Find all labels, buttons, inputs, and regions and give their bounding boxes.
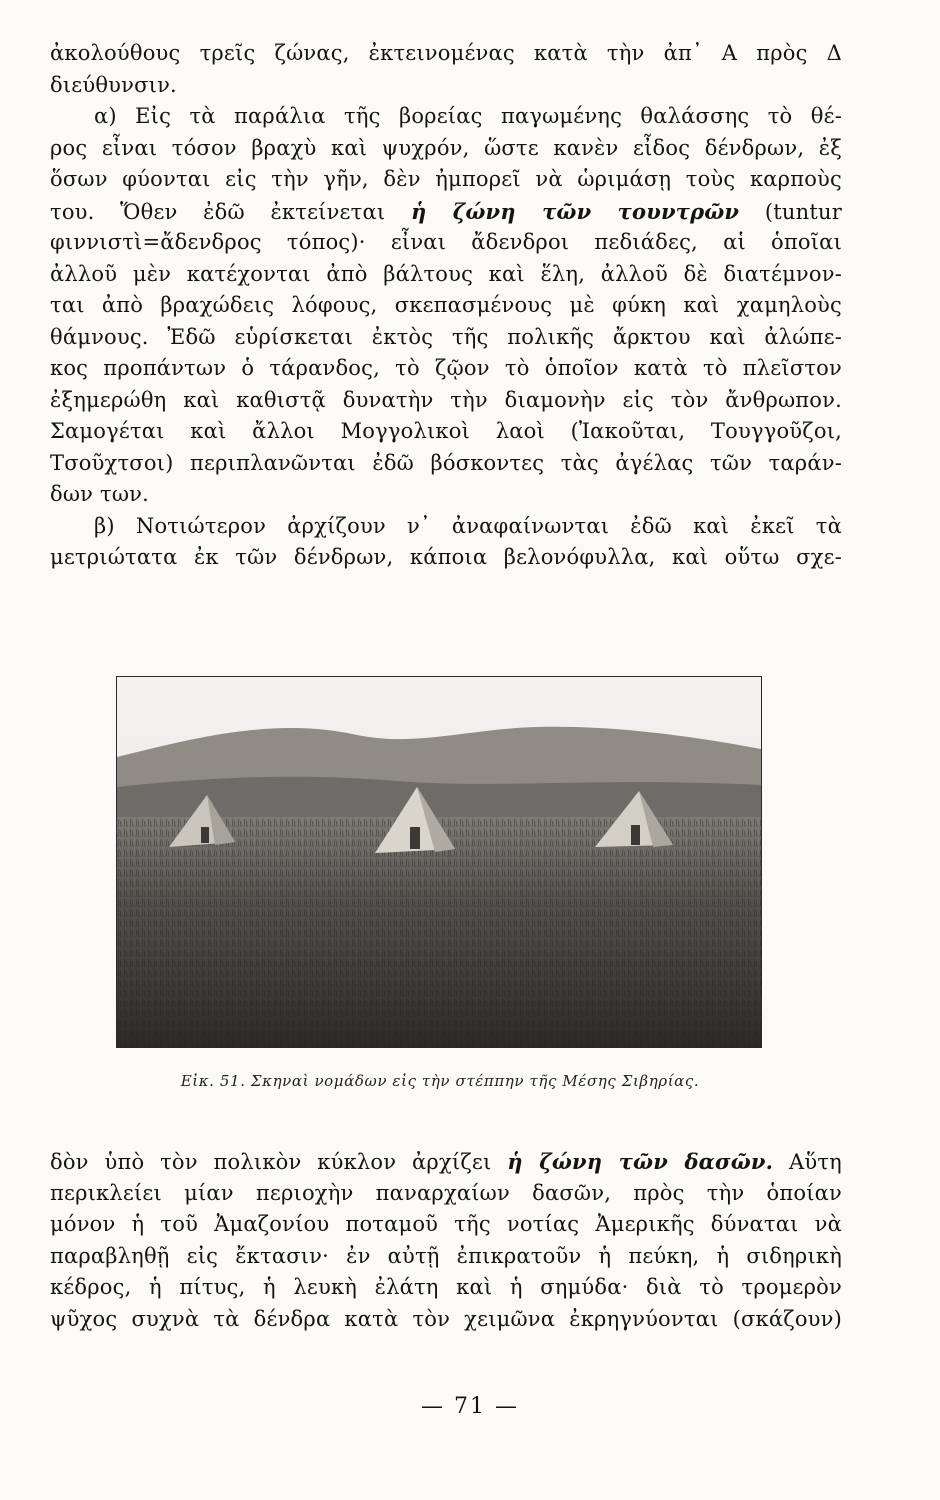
paragraph-top xyxy=(50,38,842,574)
paragraph-bottom xyxy=(50,1146,842,1335)
text-line: ἀλλοῦ μὲν κατέχονται ἀπὸ βάλτους καὶ ἕλη, ἀλλοῦ δὲ διατέμνον- xyxy=(50,261,842,286)
text-fragment: Αὕτη xyxy=(789,1150,842,1174)
text-line: β) Νοτιώτερον ἀρχίζουν ν᾽ ἀναφαίνωνται ἐδῶ καὶ ἐκεῖ τὰ xyxy=(94,513,842,538)
steppe-tents-photo xyxy=(117,677,761,1047)
text-line: μετριώτατα ἐκ τῶν δένδρων, κάποια βελονόφυλλα, καὶ οὕτω σχε- xyxy=(50,545,842,569)
text-line: δων των. xyxy=(50,482,149,506)
text-line: Σαμογέται καὶ ἄλλοι Μογγολικοὶ λαοὶ (Ἰακοῦται, Τουγγοῦζοι, xyxy=(50,419,842,443)
text-fragment: του. Ὅθεν ἐδῶ ἐκτείνεται xyxy=(50,199,386,224)
text-line: ἐξημερώθη καὶ καθιστᾷ δυνατὴν τὴν διαμονὴν εἰς τὸν ἄνθρωπον. xyxy=(50,387,842,412)
text-line: ὅσων φύονται εἰς τὴν γῆν, δὲν ἠμπορεῖ νὰ ὡριμάσῃ τοὺς καρποὺς xyxy=(50,167,842,191)
figure-caption: Εἰκ. 51. Σκηναὶ νομάδων εἰς τὴν στέππην τῆς Μέσης Σιβηρίας. xyxy=(180,1072,700,1090)
text-line xyxy=(50,1146,842,1178)
term-forest-zone: ἡ ζώνη τῶν δασῶν. xyxy=(507,1149,774,1174)
text-line: κος προπάντων ὁ τάρανδος, τὸ ζῷον τὸ ὁποῖον κατὰ τὸ πλεῖστον xyxy=(50,356,842,380)
text-line: διεύθυνσιν. xyxy=(50,72,177,97)
text-line: Τσοῦχτσοι) περιπλανῶνται ἐδῶ βόσκοντες τὰς ἀγέλας τῶν ταράν- xyxy=(50,450,842,475)
page-number: — 71 — xyxy=(421,1394,519,1419)
text-line: ἀκολούθους τρεῖς ζώνας, ἐκτεινομένας κατὰ τὴν ἀπ᾽ Α πρὸς Δ xyxy=(50,41,842,65)
text-line: φιννιστὶ=ἄδενδρος τόπος)· εἶναι ἄδενδροι πεδιάδες, αἱ ὁποῖαι xyxy=(50,230,842,254)
text-line xyxy=(50,196,842,228)
figure-photograph xyxy=(116,676,762,1048)
text-line: μόνον ἡ τοῦ Ἀμαζονίου ποταμοῦ τῆς νοτίας Ἀμερικῆς δύναται νὰ xyxy=(50,1212,842,1236)
text-line: κέδρος, ἡ πίτυς, ἡ λευκὴ ἐλάτη καὶ ἡ σημύδα· διὰ τὸ τρομερὸν xyxy=(50,1275,842,1299)
text-line: ται ἀπὸ βραχώδεις λόφους, σκεπασμένους μὲ φύκη καὶ χαμηλοὺς xyxy=(50,293,842,317)
text-line: θάμνους. Ἐδῶ εὑρίσκεται ἐκτὸς τῆς πολικῆς ἄρκτου καὶ ἀλώπε- xyxy=(50,324,842,349)
text-fragment: δὸν ὑπὸ τὸν πολικὸν κύκλον ἀρχίζει xyxy=(50,1150,492,1174)
text-fragment: (tuntur xyxy=(764,199,842,224)
text-line: ρος εἶναι τόσον βραχὺ καὶ ψυχρόν, ὥστε κανὲν εἶδος δένδρων, ἐξ xyxy=(50,135,842,160)
text-line: ψῦχος συχνὰ τὰ δένδρα κατὰ τὸν χειμῶνα ἐκρηγνύονται (σκάζουν) xyxy=(50,1306,842,1331)
term-tundra-zone: ἡ ζώνη τῶν τουντρῶν xyxy=(410,198,740,224)
text-line: περικλείει μίαν περιοχὴν παναρχαίων δασῶν, πρὸς τὴν ὁποίαν xyxy=(50,1180,842,1205)
text-line: παραβληθῇ εἰς ἔκτασιν· ἐν αὐτῇ ἐπικρατοῦν ἡ πεύκη, ἡ σιδηρικὴ xyxy=(50,1243,842,1268)
text-line: α) Εἰς τὰ παράλια τῆς βορείας παγωμένης θαλάσσης τὸ θέ- xyxy=(94,104,842,128)
